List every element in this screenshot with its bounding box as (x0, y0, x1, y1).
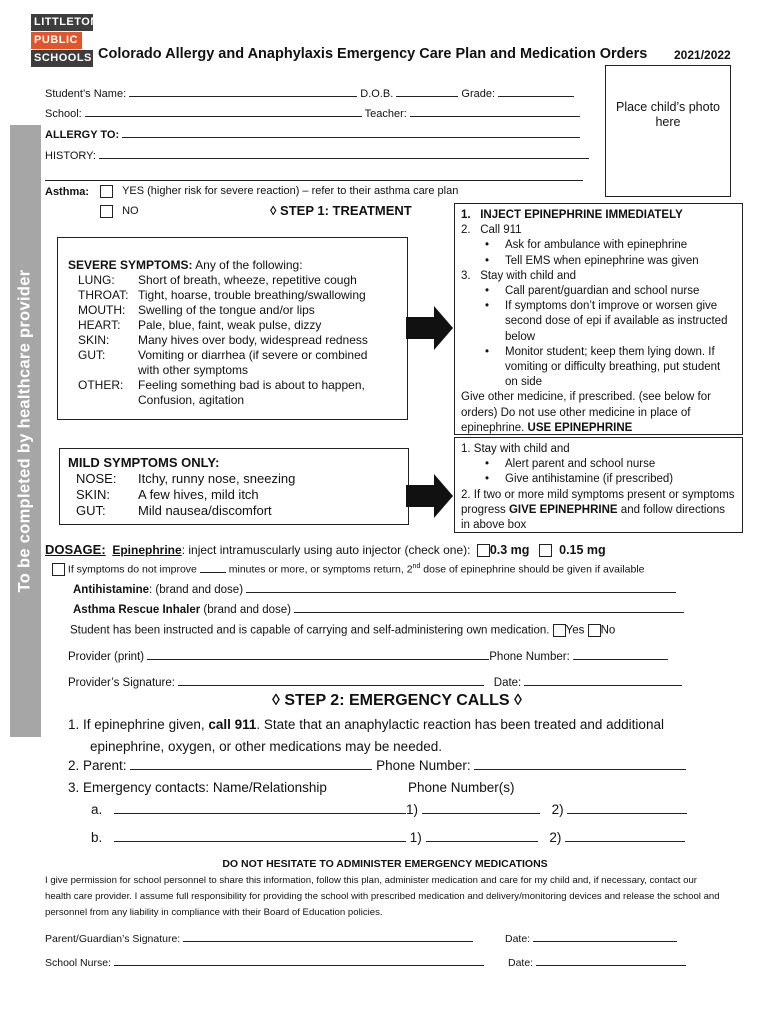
epinephrine-label: Epinephrine (112, 543, 182, 557)
severe-row (78, 378, 380, 408)
mild-actions-box (454, 437, 743, 533)
parent-date-field[interactable] (533, 941, 677, 942)
photo-box[interactable] (605, 65, 731, 197)
second-dose-checkbox[interactable] (52, 563, 65, 576)
provider-field[interactable] (147, 659, 489, 660)
step2-item-1-bold: call 911 (208, 717, 257, 732)
symptom-value: A few hives, mild itch (138, 487, 259, 502)
provider-label: Provider (print) (68, 651, 145, 663)
grade-field[interactable] (498, 96, 574, 97)
sidebar-label: To be completed by healthcare provider (15, 269, 34, 593)
action-3: 3. Stay with child and (461, 269, 577, 282)
contact-b-phone1-field[interactable] (426, 841, 538, 842)
dob-field[interactable] (396, 96, 458, 97)
provider-date-field[interactable] (524, 685, 682, 686)
allergy-field[interactable] (122, 137, 580, 138)
inhaler-rest: (brand and dose) (200, 604, 291, 616)
mild-action-2-end: and follow directions in above box (461, 503, 725, 532)
district-logo (31, 14, 99, 68)
antihistamine-field[interactable] (246, 592, 676, 593)
history-label: HISTORY: (45, 150, 96, 162)
list-item: • Monitor student; keep them lying down. If vomiting or difficulty breathing, put student on side (461, 345, 736, 391)
step2-item-1-pre: 1. If epinephrine given, (68, 717, 209, 732)
list-item: • If symptoms don’t improve or worsen give second dose of epi if available as instructed below (461, 299, 736, 345)
action-2: 2. Call 911 (461, 224, 522, 237)
teacher-field[interactable] (410, 116, 580, 117)
action-3-text: Stay with child and (480, 269, 577, 282)
photo-label: Place child’s photo here (615, 100, 720, 129)
history-line-2[interactable] (45, 180, 583, 181)
asthma-yes-label: YES (higher risk for severe reaction) – refer to their asthma care plan (122, 185, 459, 198)
symptom-key: SKIN: (76, 487, 110, 502)
dosage-label: DOSAGE: (45, 542, 106, 557)
symptom-key: HEART: (78, 318, 121, 332)
symptom-value: Vomiting or diarrhea (if severe or combined with other symptoms (138, 348, 368, 377)
school-year: 2021/2022 (674, 48, 731, 62)
symptom-value: Feeling something bad is about to happen, Confusion, agitation (138, 378, 365, 407)
step1-heading: ◊ STEP 1: TREATMENT (270, 203, 412, 218)
severe-symptom-table (78, 273, 380, 408)
action-3-list (461, 284, 736, 390)
severe-row (78, 348, 380, 378)
severe-arrow-icon (406, 306, 454, 350)
contact-a-phone1-field[interactable] (422, 813, 540, 814)
mild-symptoms-box (59, 448, 409, 525)
self-admin-text: Student has been instructed and is capable of carrying and self-administering own medication. (70, 624, 550, 637)
inhaler-label: Asthma Rescue Inhaler (73, 604, 201, 616)
contact-b-name-field[interactable] (114, 841, 406, 842)
severe-symptoms-box (57, 237, 408, 420)
antihistamine-rest: : (brand and dose) (149, 584, 244, 596)
asthma-label: Asthma: (45, 186, 90, 198)
parent-signature-label: Parent/Guardian’s Signature: (45, 933, 181, 945)
dosage-row (45, 542, 606, 557)
student-name-label: Student’s Name: (45, 88, 127, 100)
severe-heading-row (68, 258, 399, 273)
self-admin-no-checkbox[interactable] (588, 624, 601, 637)
asthma-no-label: NO (122, 205, 139, 218)
asthma-no-checkbox[interactable] (100, 205, 113, 218)
contact-b-p1-label: 1) (409, 830, 422, 845)
student-info-row (45, 88, 574, 100)
antihistamine-label: Antihistamine (73, 584, 150, 596)
contact-a-label: a. (91, 802, 103, 817)
symptom-key: LUNG: (78, 273, 115, 287)
severe-row (78, 333, 380, 348)
nurse-date-row (508, 957, 686, 969)
emergency-phone-heading: Phone Number(s) (408, 780, 515, 795)
nurse-row (45, 957, 484, 969)
contact-a-p1-label: 1) (406, 802, 419, 817)
mild-row (76, 503, 295, 519)
symptom-key: NOSE: (76, 471, 117, 486)
action-1-text: INJECT EPINEPHRINE IMMEDIATELY (480, 209, 683, 221)
contact-b-label: b. (91, 830, 103, 845)
second-dose-text-a: If symptoms do not improve (67, 563, 197, 576)
inhaler-field[interactable] (294, 612, 684, 613)
list-item: • Alert parent and school nurse (461, 457, 736, 472)
action-2-list (461, 238, 736, 268)
mild-action-2-text: 2. If two or more mild symptoms present or symptoms progress (461, 488, 735, 516)
step2-item-2 (68, 758, 686, 773)
history-field[interactable] (99, 158, 589, 159)
asthma-yes-checkbox[interactable] (100, 185, 113, 198)
action-2-text: Call 911 (480, 224, 522, 237)
mild-row (76, 487, 295, 503)
provider-date-label: Date: (493, 677, 522, 689)
history-row (45, 150, 589, 162)
self-admin-yes-checkbox[interactable] (553, 624, 566, 637)
contact-a-row (91, 802, 687, 817)
parent-label: 2. Parent: (68, 758, 127, 773)
step2-item-1 (68, 714, 664, 758)
dose-015-checkbox[interactable] (539, 544, 552, 557)
list-item: • Give antihistamine (if prescribed) (461, 472, 736, 487)
school-label: School: (45, 108, 82, 120)
severe-actions-box (454, 203, 743, 435)
symptom-value: Tight, hoarse, trouble breathing/swallowing (138, 288, 366, 302)
step2-item-3 (68, 780, 327, 795)
self-admin-yes-label: Yes (565, 624, 585, 637)
provider-row (68, 651, 668, 663)
contact-b-p2-label: 2) (549, 830, 562, 845)
nurse-date-field[interactable] (536, 965, 686, 966)
contact-b-phone2-field[interactable] (565, 841, 685, 842)
asthma-yes-row (100, 185, 458, 198)
mild-action-2-bold: GIVE EPINEPHRINE (508, 503, 618, 516)
page-title: Colorado Allergy and Anaphylaxis Emergency Care Plan and Medication Orders (98, 46, 648, 62)
nurse-date-label: Date: (508, 957, 534, 969)
school-row (45, 108, 580, 120)
severe-row (78, 273, 380, 288)
severe-row (78, 303, 380, 318)
contact-a-name-field[interactable] (114, 813, 406, 814)
second-dose-row (52, 563, 645, 576)
self-admin-no-label: No (600, 624, 616, 637)
action-1: 1. INJECT EPINEPHRINE IMMEDIATELY (461, 209, 683, 221)
emergency-contacts-label: 3. Emergency contacts: Name/Relationship (68, 780, 327, 795)
symptom-key: GUT: (78, 348, 106, 362)
mild-symptom-table (76, 471, 295, 519)
school-nurse-label: School Nurse: (45, 957, 111, 969)
mild-action-1-list (461, 457, 736, 487)
provider-sidebar (10, 125, 41, 737)
mild-arrow-icon (406, 474, 454, 518)
symptom-value: Short of breath, wheeze, repetitive cough (138, 273, 357, 287)
parent-field[interactable] (130, 769, 372, 770)
step2-item-1-post: . State that an anaphylactic reaction has been treated and additional (256, 717, 664, 732)
symptom-value: Mild nausea/discomfort (138, 503, 272, 518)
parent-date-label: Date: (505, 933, 531, 945)
contact-a-p2-label: 2) (551, 802, 564, 817)
step2-item-1-line2: epinephrine, oxygen, or other medications may be needed. (90, 739, 442, 754)
minutes-field[interactable] (200, 572, 226, 573)
symptom-value: Many hives over body, widespread redness (138, 333, 368, 347)
symptom-key: GUT: (76, 503, 106, 518)
dosage-text: : inject intramuscularly using auto injector (check one): (181, 543, 471, 557)
mild-heading-text: MILD SYMPTOMS ONLY (68, 455, 216, 470)
antihistamine-row (73, 584, 676, 596)
student-name-field[interactable] (129, 96, 357, 97)
parent-phone-field[interactable] (474, 769, 686, 770)
provider-phone-field[interactable] (573, 659, 668, 660)
provider-phone-label: Phone Number: (489, 651, 570, 663)
footer-heading: DO NOT HESITATE TO ADMINISTER EMERGENCY MEDICATIONS (222, 858, 548, 870)
footer-permission-text: I give permission for school personnel to share this information, follow this plan, administer medication and care for my child and, if necessary, contact our health care provider. I assume full responsibility for providing the school with prescribed medication and delivery/monitoring devices and release the school and personnel from any liability in compliance with their Board of Education policies. (45, 875, 720, 918)
logo-line-1: LITTLETON (31, 14, 93, 31)
step2-heading: ◊ STEP 2: EMERGENCY CALLS ◊ (272, 692, 522, 709)
provider-signature-label: Provider’s Signature: (68, 677, 175, 689)
parent-date-row (505, 933, 677, 945)
parent-phone-label: Phone Number: (376, 758, 471, 773)
grade-label: Grade: (461, 88, 496, 100)
symptom-value: Swelling of the tongue and/or lips (138, 303, 315, 317)
list-item: • Tell EMS when epinephrine was given (461, 254, 736, 269)
symptom-key: OTHER: (78, 378, 124, 392)
second-dose-text-b: minutes or more, or symptoms return, 2 (228, 563, 413, 576)
logo-line-3: SCHOOLS (31, 50, 93, 67)
parent-signature-field[interactable] (183, 941, 473, 942)
contact-b-row (91, 830, 685, 845)
symptom-value: Pale, blue, faint, weak pulse, dizzy (138, 318, 322, 332)
dob-label: D.O.B. (360, 88, 394, 100)
severe-row (78, 318, 380, 333)
other-medicine-note (461, 390, 736, 436)
parent-signature-row (45, 933, 473, 945)
second-dose-sup: nd (412, 563, 421, 570)
second-dose-text-c: dose of epinephrine should be given if available (420, 563, 645, 576)
dose-015-label: 0.15 mg (559, 543, 606, 557)
contact-a-phone2-field[interactable] (567, 813, 687, 814)
asthma-no-row (100, 205, 139, 218)
list-item: • Call parent/guardian and school nurse (461, 284, 736, 299)
logo-line-2: PUBLIC (31, 32, 82, 49)
symptom-key: SKIN: (78, 333, 110, 347)
school-field[interactable] (85, 116, 362, 117)
dose-03-label: 0.3 mg (489, 543, 530, 557)
allergy-row (45, 129, 580, 141)
teacher-label: Teacher: (364, 108, 407, 120)
inhaler-row (73, 604, 684, 616)
note-text: Give other medicine, if prescribed. (see below for orders) Do not use other medicine in place of epinephrine. (461, 391, 711, 434)
severe-heading-rest: Any of the following: (192, 258, 303, 272)
list-item: • Ask for ambulance with epinephrine (461, 238, 736, 253)
severe-row (78, 288, 380, 303)
allergy-label: ALLERGY TO: (45, 129, 120, 141)
symptom-key: THROAT: (78, 288, 129, 302)
mild-action-1: 1. Stay with child and (461, 443, 570, 455)
provider-signature-row (68, 677, 682, 689)
provider-signature-field[interactable] (178, 685, 484, 686)
symptom-value: Itchy, runny nose, sneezing (138, 471, 296, 486)
school-nurse-field[interactable] (114, 965, 484, 966)
symptom-key: MOUTH: (78, 303, 126, 317)
mild-action-2 (461, 488, 736, 534)
mild-row (76, 471, 295, 487)
note-bold: USE EPINEPHRINE (527, 421, 633, 434)
self-admin-row (70, 624, 615, 637)
mild-heading: MILD SYMPTOMS ONLY: (68, 455, 220, 470)
severe-heading: SEVERE SYMPTOMS: (68, 258, 193, 272)
dose-03-checkbox[interactable] (477, 544, 490, 557)
